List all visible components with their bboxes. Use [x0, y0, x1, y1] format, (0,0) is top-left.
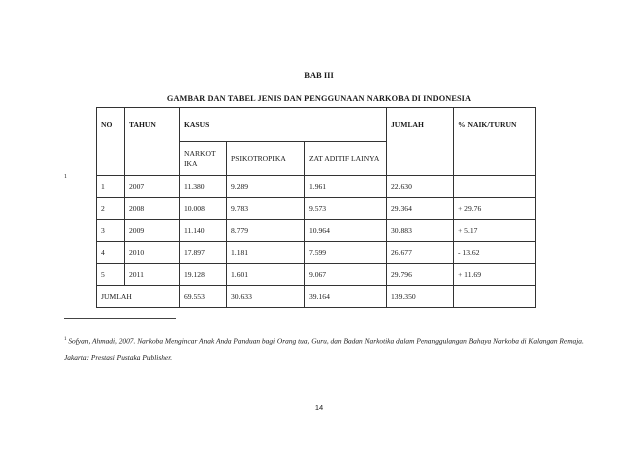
footnote-marker: 1: [64, 337, 67, 342]
cell-tahun: 2011: [125, 264, 180, 286]
header-naik-turun: % NAIK/TURUN: [454, 108, 536, 176]
cell-psikotropika: 8.779: [227, 220, 305, 242]
footnote-reference-mark: 1: [64, 174, 67, 180]
footnote-separator: [64, 318, 176, 319]
cell-no: 2: [97, 198, 125, 220]
cell-narkotika: 19.128: [180, 264, 227, 286]
cell-narkotika: 11.140: [180, 220, 227, 242]
table-row: [97, 264, 536, 286]
cell-psikotropika: 1.601: [227, 264, 305, 286]
header-no: NO: [97, 108, 125, 176]
footnote-text: Sofyan, Ahmadi, 2007. Narkoba Mengincar Anak Anda Panduan bagi Orang tua, Guru, dan Badan Narkotika dalam Penanggulangan Bahaya Narkoba di Kalangan Remaja. Jakarta: Prestasi Pustaka Publisher.: [64, 336, 584, 363]
total-label: JUMLAH: [97, 286, 180, 308]
cell-jumlah: 29.796: [387, 264, 454, 286]
cell-naik-turun: - 13.62: [454, 242, 536, 264]
cell-naik-turun: + 29.76: [454, 198, 536, 220]
cell-zat-aditif: 10.964: [305, 220, 387, 242]
subheader-narkotika: NARKOT IKA: [180, 142, 227, 176]
cell-no: 3: [97, 220, 125, 242]
header-tahun: TAHUN: [125, 108, 180, 176]
cell-no: 1: [97, 176, 125, 198]
cell-zat-aditif: 1.961: [305, 176, 387, 198]
table-row: [97, 198, 536, 220]
page-number: 14: [314, 403, 324, 412]
cell-no: 5: [97, 264, 125, 286]
cell-narkotika: 17.897: [180, 242, 227, 264]
table-total-row: [97, 286, 536, 308]
cell-naik-turun: + 11.69: [454, 264, 536, 286]
total-narkotika: 69.553: [180, 286, 227, 308]
cell-zat-aditif: 7.599: [305, 242, 387, 264]
cell-jumlah: 22.630: [387, 176, 454, 198]
table-row: [97, 242, 536, 264]
cell-zat-aditif: 9.067: [305, 264, 387, 286]
table-title: GAMBAR DAN TABEL JENIS DAN PENGGUNAAN NARKOBA DI INDONESIA: [166, 94, 472, 103]
footnote: [64, 331, 594, 366]
total-naik-turun: [454, 286, 536, 308]
cell-naik-turun: + 5.17: [454, 220, 536, 242]
cell-tahun: 2007: [125, 176, 180, 198]
table-row: [97, 220, 536, 242]
header-kasus: KASUS: [180, 108, 387, 142]
cell-narkotika: 11.380: [180, 176, 227, 198]
header-jumlah: JUMLAH: [387, 108, 454, 176]
cell-psikotropika: 1.181: [227, 242, 305, 264]
cell-jumlah: 29.364: [387, 198, 454, 220]
total-psikotropika: 30.633: [227, 286, 305, 308]
table-row: [97, 176, 536, 198]
table-header-row: [97, 108, 536, 142]
cell-psikotropika: 9.783: [227, 198, 305, 220]
cell-naik-turun: [454, 176, 536, 198]
subheader-zat-aditif: ZAT ADITIF LAINYA: [305, 142, 387, 176]
cell-no: 4: [97, 242, 125, 264]
cell-jumlah: 26.677: [387, 242, 454, 264]
narkoba-cases-table: [96, 107, 536, 308]
cell-zat-aditif: 9.573: [305, 198, 387, 220]
total-zat-aditif: 39.164: [305, 286, 387, 308]
subheader-psikotropika: PSIKOTROPIKA: [227, 142, 305, 176]
chapter-heading: BAB III: [304, 70, 334, 80]
cell-tahun: 2010: [125, 242, 180, 264]
cell-tahun: 2008: [125, 198, 180, 220]
cell-psikotropika: 9.289: [227, 176, 305, 198]
cell-jumlah: 30.883: [387, 220, 454, 242]
cell-tahun: 2009: [125, 220, 180, 242]
cell-narkotika: 10.008: [180, 198, 227, 220]
total-jumlah: 139.350: [387, 286, 454, 308]
